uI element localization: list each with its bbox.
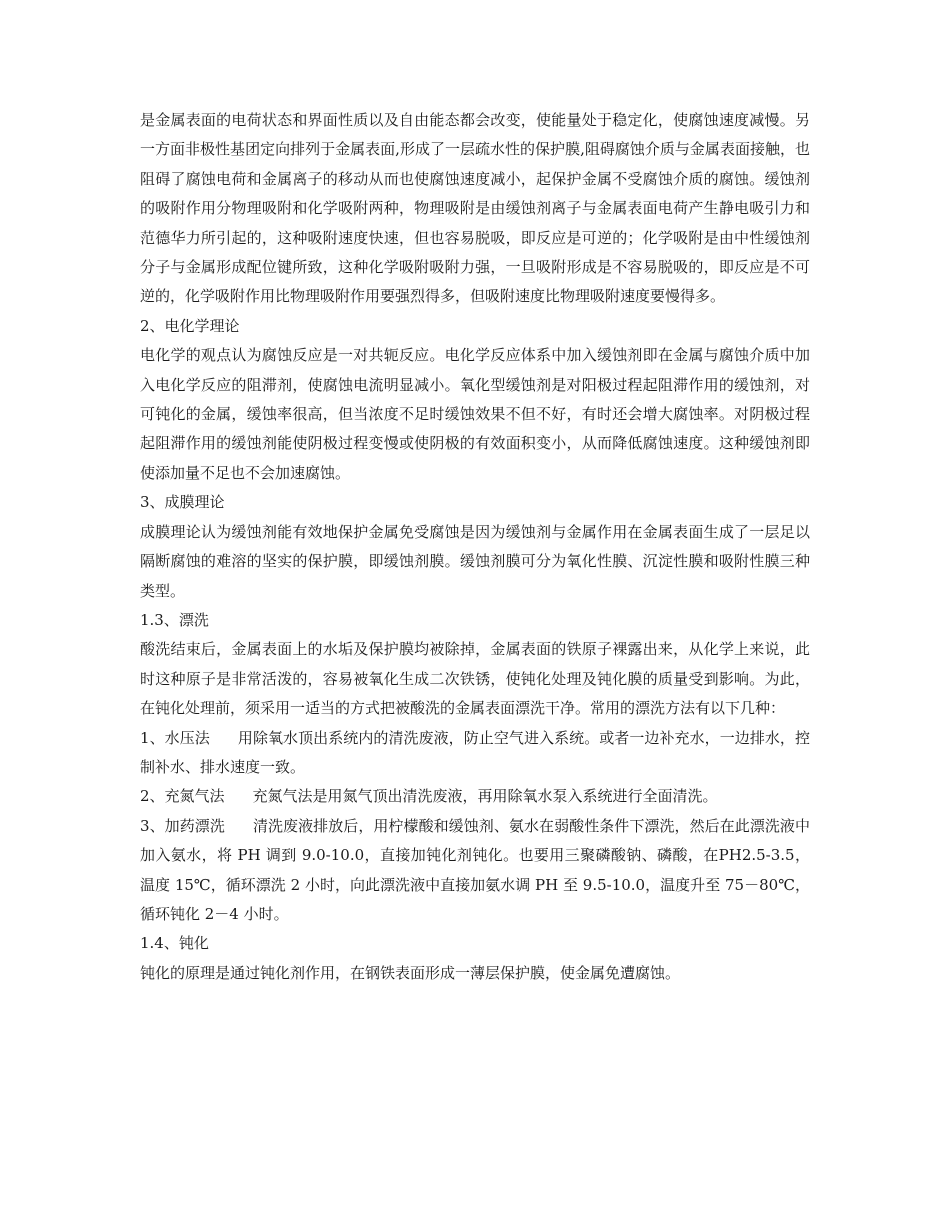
heading-film-theory: 3、成膜理论: [140, 493, 225, 512]
list-item-text: 充氮气法是用氮气顶出清洗废液，再用除氧水泵入系统进行全面清洗。: [252, 787, 718, 806]
list-item-text: 用除氧水顶出系统内的清洗废液，防止空气进入系统。或者一边补充水，一边排水，控制补水、排水速度一致。: [140, 728, 810, 776]
document-page: [140, 106, 810, 988]
list-item-nitrogen: [140, 782, 810, 811]
paragraph-passivation: 钝化的原理是通过钝化剂作用，在钢铁表面形成一薄层保护膜，使金属免遭腐蚀。: [140, 963, 681, 982]
heading-electrochemical-theory: 2、电化学理论: [140, 316, 240, 335]
paragraph-rinsing: 酸洗结束后，金属表面上的水垢及保护膜均被除掉，金属表面的铁原子裸露出来，从化学上来说，此时这种原子是非常活泼的，容易被氧化生成二次铁锈，使钝化处理及钝化膜的质量受到影响。为此，在钝化处理前，须采用一适当的方式把被酸洗的金属表面漂洗干净。常用的漂洗方法有以下几种：: [140, 640, 810, 718]
list-item-label: 2、充氮气法: [140, 787, 225, 806]
heading-rinsing: 1.3、漂洗: [140, 610, 209, 629]
paragraph-film-theory: 成膜理论认为缓蚀剂能有效地保护金属免受腐蚀是因为缓蚀剂与金属作用在金属表面生成了一层足以隔断腐蚀的难溶的坚实的保护膜，即缓蚀剂膜。缓蚀剂膜可分为氧化性膜、沉淀性膜和吸附性膜三种类型。: [140, 522, 810, 600]
heading-passivation: 1.4、钝化: [140, 934, 209, 953]
list-item-text: 清洗废液排放后，用柠檬酸和缓蚀剂、氨水在弱酸性条件下漂洗，然后在此漂洗液中加入氨水，将 PH 调到 9.0-10.0，直接加钝化剂钝化。也要用三聚磷酸钠、磷酸，在PH2.5-3.5，温度 15℃，循环漂洗 2 小时，向此漂洗液中直接加氨水调 PH 至 9.5-10.0，温度升至 75－80℃，循环钝化 2－4 小时。: [140, 816, 810, 923]
list-item-chemical-rinse: [140, 812, 810, 930]
list-item-label: 3、加药漂洗: [140, 816, 225, 835]
paragraph-electrochemical-theory: 电化学的观点认为腐蚀反应是一对共轭反应。电化学反应体系中加入缓蚀剂即在金属与腐蚀介质中加入电化学反应的阻滞剂，使腐蚀电流明显减小。氧化型缓蚀剂是对阳极过程起阻滞作用的缓蚀剂，对可钝化的金属，缓蚀率很高，但当浓度不足时缓蚀效果不但不好，有时还会增大腐蚀率。对阴极过程起阻滞作用的缓蚀剂能使阴极过程变慢或使阴极的有效面积变小，从而降低腐蚀速度。这种缓蚀剂即使添加量不足也不会加速腐蚀。: [140, 346, 810, 482]
list-item-label: 1、水压法: [140, 728, 210, 747]
list-item-water-pressure: [140, 724, 810, 783]
paragraph-adsorption-theory: 是金属表面的电荷状态和界面性质以及自由能态都会改变，使能量处于稳定化，使腐蚀速度减慢。另一方面非极性基团定向排列于金属表面,形成了一层疏水性的保护膜,阻碍腐蚀介质与金属表面接触，也阻碍了腐蚀电荷和金属离子的移动从而也使腐蚀速度减小，起保护金属不受腐蚀介质的腐蚀。缓蚀剂的吸附作用分物理吸附和化学吸附两种，物理吸附是由缓蚀剂离子与金属表面电荷产生静电吸引力和范德华力所引起的，这种吸附速度快速，但也容易脱吸，即反应是可逆的；化学吸附是由中性缓蚀剂分子与金属形成配位键所致，这种化学吸附吸附力强，一旦吸附形成是不容易脱吸的，即反应是不可逆的，化学吸附作用比物理吸附作用要强烈得多，但吸附速度比物理吸附速度要慢得多。: [140, 111, 810, 306]
